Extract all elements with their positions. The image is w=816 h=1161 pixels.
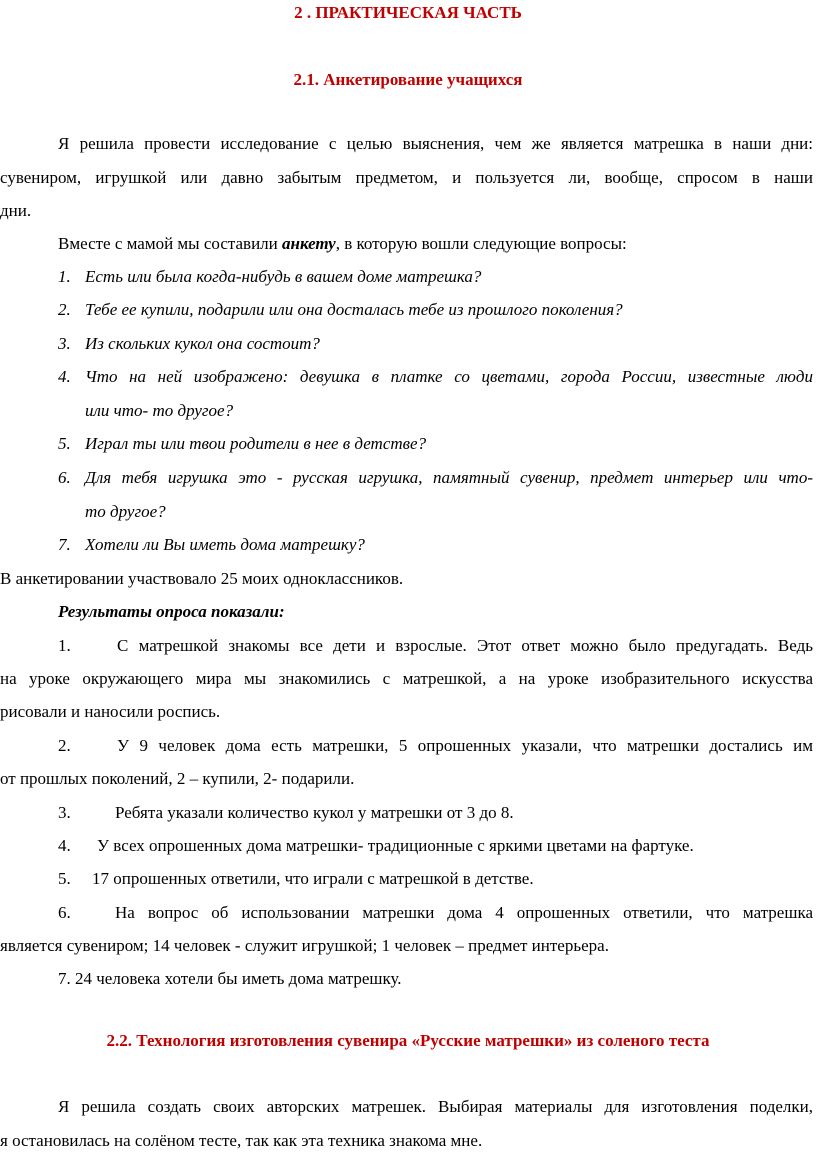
question-num: 4. <box>58 367 71 386</box>
result-text: от прошлых поколений, 2 – купили, 2- подарили. <box>0 769 355 788</box>
result-num: 5. <box>58 869 71 888</box>
question-text: Тебе ее купили, подарили или она досталась тебе из прошлого поколения? <box>85 300 623 319</box>
question-text: Для тебя игрушка это - русская игрушка, памятный сувенир, предмет интерьер или что- <box>85 468 813 487</box>
result-num: 3. <box>58 803 71 822</box>
question-num: 1. <box>58 267 71 286</box>
question-text: Что на ней изображено: девушка в платке со цветами, города России, известные люди <box>85 367 813 386</box>
survey-intro-before: Вместе с мамой мы составили <box>58 234 283 253</box>
question-text-continued: или что- то другое? <box>85 401 234 420</box>
question-num: 6. <box>58 468 71 487</box>
survey-intro <box>58 234 627 254</box>
result-text: На вопрос об использовании матрешки дома 4 опрошенных ответили, что матрешка <box>115 903 813 922</box>
question-num: 7. <box>58 535 71 554</box>
result-text: рисовали и наносили роспись. <box>0 702 221 721</box>
result-num: 2. <box>58 736 71 755</box>
intro-line-2: сувениром, игрушкой или давно забытым предметом, и пользуется ли, вообще, спросом в наши <box>0 168 813 187</box>
result-num: 4. <box>58 836 71 855</box>
closing-line-2: я остановилась на солёном тесте, так как эта техника знакома мне. <box>0 1131 483 1150</box>
result-text: является сувениром; 14 человек - служит игрушкой; 1 человек – предмет интерьера. <box>0 936 609 955</box>
result-text: У всех опрошенных дома матрешки- традиционные с яркими цветами на фартуке. <box>97 836 694 855</box>
section-title: 2 . ПРАКТИЧЕСКАЯ ЧАСТЬ <box>294 3 522 22</box>
result-text: 17 опрошенных ответили, что играли с матрешкой в детстве. <box>92 869 534 888</box>
result-text: У 9 человек дома есть матрешки, 5 опрошенных указали, что матрешки достались им <box>117 736 813 755</box>
question-text: Играл ты или твои родители в нее в детстве? <box>85 434 427 453</box>
subsection-title-technology: 2.2. Технология изготовления сувенира «Русские матрешки» из соленого теста <box>106 1031 710 1050</box>
result-num: 1. <box>58 636 71 655</box>
subsection-title-survey: 2.1. Анкетирование учащихся <box>293 70 523 89</box>
results-heading: Результаты опроса показали: <box>58 602 285 621</box>
question-num: 5. <box>58 434 71 453</box>
participants-text: В анкетировании участвовало 25 моих одноклассников. <box>0 569 404 588</box>
result-text: 7. 24 человека хотели бы иметь дома матрешку. <box>58 969 402 988</box>
question-text: Хотели ли Вы иметь дома матрешку? <box>85 535 365 554</box>
question-text: Из скольких кукол она состоит? <box>85 334 320 353</box>
result-text: Ребята указали количество кукол у матрешки от 3 до 8. <box>115 803 514 822</box>
question-text: Есть или была когда-нибудь в вашем доме матрешка? <box>85 267 482 286</box>
intro-line-3: дни. <box>0 201 32 220</box>
survey-intro-emphasis: анкету <box>282 234 336 253</box>
intro-line-1: Я решила провести исследование с целью выяснения, чем же является матрешка в наши дни: <box>58 134 813 153</box>
result-num: 6. <box>58 903 71 922</box>
question-text-continued: то другое? <box>85 502 166 521</box>
closing-line-1: Я решила создать своих авторских матрешек. Выбирая материалы для изготовления поделки, <box>58 1097 813 1116</box>
result-text: С матрешкой знакомы все дети и взрослые. Этот ответ можно было предугадать. Ведь <box>117 636 813 655</box>
question-num: 2. <box>58 300 71 319</box>
result-text: на уроке окружающего мира мы знакомились с матрешкой, а на уроке изобразительного искусства <box>0 669 813 688</box>
question-num: 3. <box>58 334 71 353</box>
survey-intro-after: , в которую вошли следующие вопросы: <box>335 234 627 253</box>
